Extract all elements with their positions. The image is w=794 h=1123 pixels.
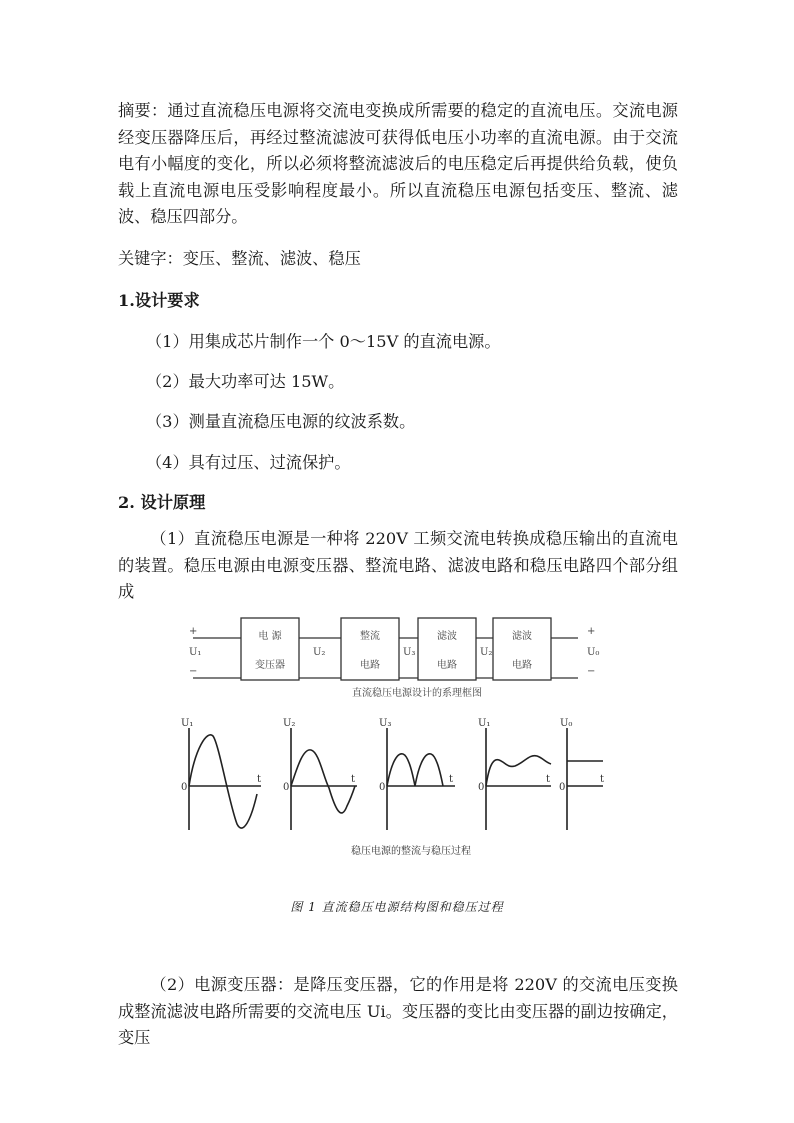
- principle-paragraph-2: （2）电源变压器：是降压变压器，它的作用是将 220V 的交流电压变换成整流滤波电路所需要的交流电压 Ui。变压器的变比由变压器的副边按确定，变压: [118, 975, 678, 1047]
- figure-caption: 图 1 直流稳压电源结构图和稳压过程: [290, 900, 504, 914]
- time-label-3: t: [449, 774, 454, 785]
- waveform-axis-label-2: U₂: [283, 718, 296, 729]
- abstract-paragraph: 摘要：通过直流稳压电源将交流电变换成所需要的稳定的直流电压。交流电源经变压器降压后，再经过整流滤波可获得低电压小功率的直流电源。由于交流电有小幅度的变化，所以必须将整流滤波后的电压稳定后再提供给负载，使负载上直流电源电压受影响程度最小。所以直流稳压电源包括变压、整流、滤波、稳压四部分。: [118, 101, 678, 226]
- signal-label-u1: U₁: [189, 647, 202, 658]
- signal-label-u2: U₂: [313, 647, 326, 658]
- block-label-1-bottom: 变压器: [255, 660, 285, 671]
- requirement-item-2: （2）最大功率可达 15W。: [146, 372, 345, 391]
- block-label-4-top: 滤波: [512, 631, 532, 642]
- signal-label-uo: U₀: [587, 647, 600, 658]
- requirement-item-4: （4）具有过压、过流保护。: [146, 453, 351, 472]
- origin-label-5: 0: [559, 782, 566, 793]
- waveform-axis-label-4: U₁: [478, 718, 491, 729]
- requirement-item-3: （3）测量直流稳压电源的纹波系数。: [146, 412, 416, 431]
- origin-label-2: 0: [283, 782, 290, 793]
- section-2-title: 2. 设计原理: [118, 493, 206, 512]
- waveform-axis-label-3: U₃: [379, 718, 392, 729]
- waveform-plots: [181, 718, 604, 857]
- block-label-2-bottom: 电路: [360, 660, 380, 671]
- block-label-1-top: 电 源: [258, 631, 282, 642]
- waveform-title: 稳压电源的整流与稳压过程: [351, 846, 471, 857]
- origin-label-4: 0: [478, 782, 485, 793]
- minus-sign-left: −: [189, 666, 198, 677]
- section-1-title: 1.设计要求: [118, 291, 200, 310]
- waveform-axis-label-1: U₁: [181, 718, 194, 729]
- time-label-1: t: [257, 774, 262, 785]
- block-diagram-title: 直流稳压电源设计的系理框图: [352, 688, 482, 699]
- power-supply-figure: [153, 598, 623, 873]
- plus-sign-right: +: [587, 626, 596, 637]
- block-label-3-top: 滤波: [437, 631, 457, 642]
- origin-label-1: 0: [181, 782, 188, 793]
- block-label-3-bottom: 电路: [437, 660, 457, 671]
- signal-label-u3: U₃: [403, 647, 416, 658]
- block-label-4-bottom: 电路: [512, 660, 532, 671]
- minus-sign-right: −: [587, 666, 596, 677]
- block-diagram: [189, 618, 599, 699]
- block-label-2-top: 整流: [360, 631, 380, 642]
- signal-label-u2-second: U₂: [480, 647, 493, 658]
- plus-sign-left: +: [189, 626, 198, 637]
- requirement-item-1: （1）用集成芯片制作一个 0～15V 的直流电源。: [146, 332, 501, 351]
- principle-paragraph-1: （1）直流稳压电源是一种将 220V 工频交流电转换成稳压输出的直流电的装置。稳压电源由电源变压器、整流电路、滤波电路和稳压电路四个部分组成: [118, 529, 678, 601]
- time-label-2: t: [351, 774, 356, 785]
- waveform-axis-label-5: U₀: [560, 718, 573, 729]
- keywords-line: 关键字：变压、整流、滤波、稳压: [118, 249, 361, 268]
- time-label-5: t: [600, 774, 605, 785]
- time-label-4: t: [546, 774, 551, 785]
- origin-label-3: 0: [379, 782, 386, 793]
